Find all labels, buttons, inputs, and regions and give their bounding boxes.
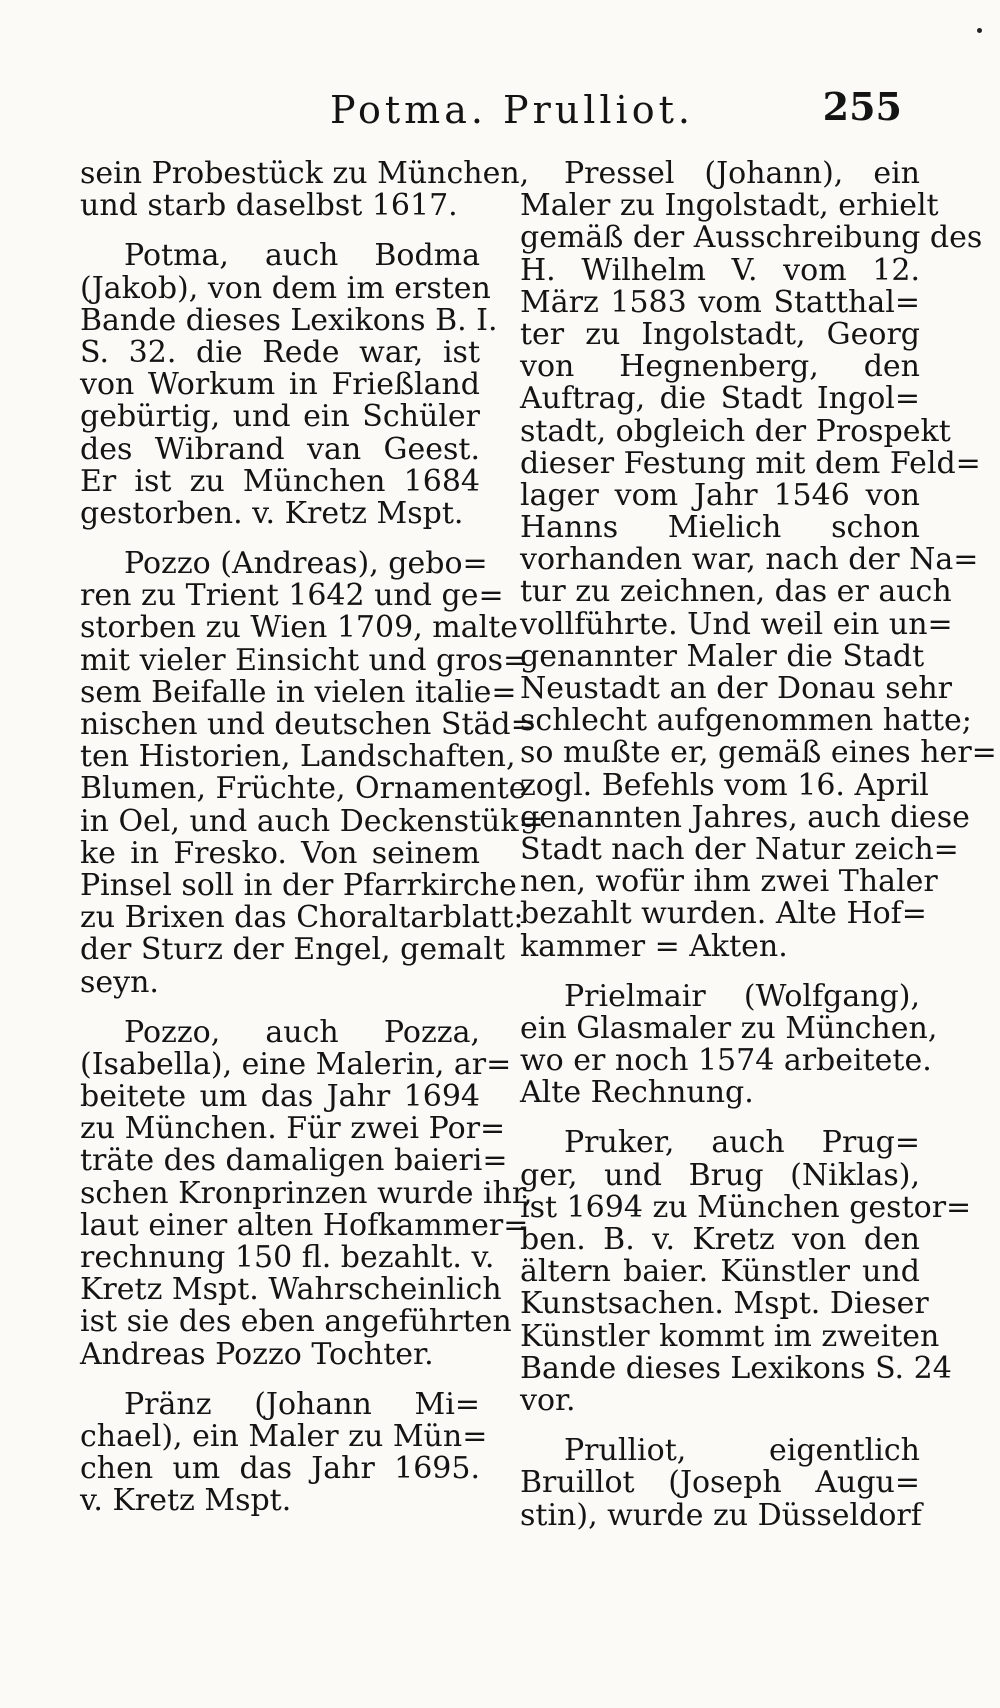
- entry-line: stin), wurde zu Düsseldorf: [520, 1497, 922, 1533]
- entry-line: Bande dieses Lexikons S. 24: [520, 1350, 952, 1386]
- entry-line: ger, und Brug (Niklas),: [520, 1157, 920, 1193]
- entry-line: S. 32. die Rede war, ist: [80, 334, 480, 370]
- entry-line: bezahlt wurden. Alte Hof=: [520, 896, 927, 932]
- entry-line: wo er noch 1574 arbeitete.: [520, 1043, 932, 1079]
- entry-line: sein Probestück zu München,: [80, 156, 530, 191]
- entry-line: ben. B. v. Kretz von den: [520, 1222, 920, 1257]
- entry-line: chen um das Jahr 1695.: [80, 1451, 480, 1487]
- entry-line: ältern baier. Künstler und: [520, 1254, 920, 1290]
- entry-line: des Wibrand van Geest.: [80, 431, 480, 467]
- entry-line: nen, wofür ihm zwei Thaler: [520, 864, 938, 900]
- entry-line: vorhanden war, nach der Na=: [520, 542, 979, 578]
- entry-line: kammer = Akten.: [520, 928, 788, 964]
- entry-line: Prielmair (Wolfgang),: [564, 978, 920, 1014]
- entry-line: Pinsel soll in der Pfarrkirche: [80, 867, 517, 903]
- entry-line: Alte Rechnung.: [520, 1075, 754, 1111]
- entry-line: schen Kronprinzen wurde ihr,: [80, 1175, 533, 1211]
- entry-line: ren zu Trient 1642 und ge=: [80, 578, 504, 614]
- entry-line: tur zu zeichnen, das er auch: [520, 574, 952, 610]
- page-number: 255: [822, 84, 902, 129]
- entry-line: mit vieler Einsicht und gros=: [80, 642, 529, 678]
- entry-line: seyn.: [80, 964, 159, 1000]
- entry-line: Kunstsachen. Mspt. Dieser: [520, 1286, 929, 1322]
- entry-line: (Jakob), von dem im ersten: [80, 270, 491, 306]
- entry-line: in Oel, und auch Deckenstük=: [80, 803, 544, 839]
- entry-line: und starb daselbst 1617.: [80, 188, 458, 224]
- entry-line: von Hegnenberg, den: [520, 349, 920, 385]
- entry-line: Pozzo, auch Pozza,: [124, 1014, 480, 1050]
- entry-line: Kretz Mspt. Wahrscheinlich: [80, 1272, 502, 1308]
- entry-line: beitete um das Jahr 1694: [80, 1079, 480, 1115]
- entry-line: ter zu Ingolstadt, Georg: [520, 316, 920, 352]
- entry-line: genannter Maler die Stadt: [520, 638, 925, 674]
- entry-line: Auftrag, die Stadt Ingol=: [520, 381, 920, 417]
- entry-gap: [520, 963, 920, 981]
- entry-line: von Workum in Frießland: [80, 367, 480, 403]
- running-head: Potma. Prulliot.: [330, 88, 694, 132]
- entry-line: vollführte. Und weil ein un=: [520, 606, 953, 642]
- entry-line: Er ist zu München 1684: [80, 463, 480, 499]
- entry-line: ke in Fresko. Von seinem: [80, 835, 480, 871]
- entry-line: so mußte er, gemäß eines her=: [520, 735, 997, 771]
- entry-line: der Sturz der Engel, gemalt: [80, 932, 506, 968]
- entry-line: gestorben. v. Kretz Mspt.: [80, 495, 464, 531]
- right-column: [520, 156, 997, 1533]
- entry-line: ist sie des eben angeführten: [80, 1304, 512, 1340]
- entry-line: Potma, auch Bodma: [124, 238, 480, 274]
- entry-line: gebürtig, und ein Schüler: [80, 399, 480, 435]
- entry-line: dieser Festung mit dem Feld=: [520, 445, 981, 481]
- entry-line: vor.: [520, 1382, 576, 1418]
- entry-line: laut einer alten Hofkammer=: [80, 1207, 529, 1243]
- entry-line: nischen und deutschen Städ=: [80, 707, 536, 742]
- entry-line: v. Kretz Mspt.: [80, 1483, 292, 1519]
- entry-line: sem Beifalle in vielen italie=: [80, 674, 517, 710]
- entry-line: genannten Jahres, auch diese: [520, 799, 970, 835]
- entry-line: storben zu Wien 1709, malte: [80, 610, 519, 646]
- entry-line: träte des damaligen baieri=: [80, 1143, 508, 1179]
- entry-line: Maler zu Ingolstadt, erhielt: [520, 188, 939, 224]
- entry-line: Andreas Pozzo Tochter.: [80, 1336, 434, 1372]
- entry-line: Pruker, auch Prug=: [564, 1125, 920, 1161]
- entry-line: Stadt nach der Natur zeich=: [520, 831, 959, 867]
- entry-gap: [80, 999, 480, 1017]
- entry-line: Neustadt an der Donau sehr: [520, 671, 953, 706]
- entry-line: Pressel (Johann), ein: [564, 156, 920, 191]
- entry-line: ist 1694 zu München gestor=: [520, 1189, 972, 1225]
- entry-line: schlecht aufgenommen hatte;: [520, 703, 972, 739]
- entry-line: chael), ein Maler zu Mün=: [80, 1418, 488, 1454]
- entry-line: März 1583 vom Statthal=: [520, 284, 920, 320]
- entry-line: (Isabella), eine Malerin, ar=: [80, 1046, 512, 1082]
- entry-line: zogl. Befehls vom 16. April: [520, 767, 929, 803]
- entry-line: ein Glasmaler zu München,: [520, 1010, 938, 1046]
- entry-line: Pozzo (Andreas), gebo=: [124, 546, 488, 582]
- entry-line: Prulliot, eigentlich: [564, 1433, 920, 1469]
- ink-speck: [977, 28, 982, 33]
- entry-line: Pränz (Johann Mi=: [124, 1386, 480, 1422]
- left-column: [80, 156, 544, 1519]
- entry-line: Künstler kommt im zweiten: [520, 1318, 940, 1354]
- entry-line: gemäß der Ausschreibung des: [520, 220, 983, 256]
- entry-line: H. Wilhelm V. vom 12.: [520, 252, 920, 288]
- entry-line: lager vom Jahr 1546 von: [520, 477, 920, 513]
- entry-line: Bruillot (Joseph Augu=: [520, 1465, 920, 1501]
- entry-line: ten Historien, Landschaften,: [80, 739, 516, 775]
- entry-line: zu Brixen das Choraltarblatt:: [80, 900, 524, 936]
- entry-line: rechnung 150 fl. bezahlt. v.: [80, 1240, 495, 1275]
- entry-line: Bande dieses Lexikons B. I.: [80, 302, 498, 338]
- entry-line: Hanns Mielich schon: [520, 510, 920, 546]
- entry-line: zu München. Für zwei Por=: [80, 1111, 506, 1147]
- entry-line: stadt, obgleich der Prospekt: [520, 413, 951, 449]
- entry-line: Blumen, Früchte, Ornamente: [80, 771, 527, 807]
